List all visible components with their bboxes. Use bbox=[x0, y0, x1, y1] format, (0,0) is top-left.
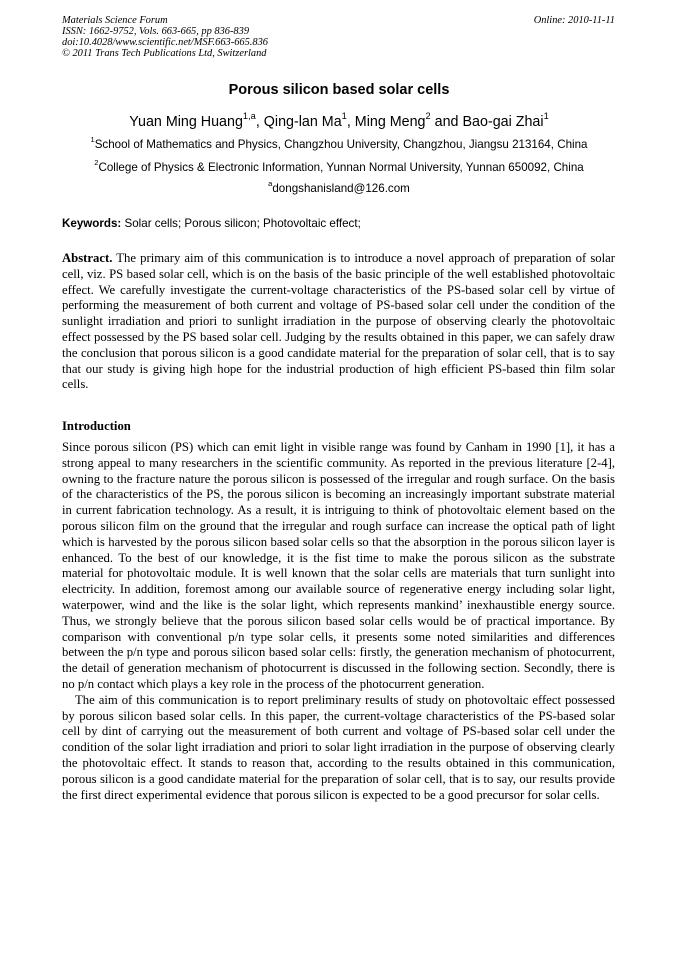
author-list bbox=[0, 111, 678, 130]
doi-line: doi:10.4028/www.scientific.net/MSF.663-665.836 bbox=[62, 37, 268, 48]
author-name: Ming Meng bbox=[354, 114, 426, 130]
copyright-line: © 2011 Trans Tech Publications Ltd, Switzerland bbox=[62, 48, 267, 59]
affiliation-2 bbox=[0, 158, 678, 174]
issn-line: ISSN: 1662-9752, Vols. 663-665, pp 836-839 bbox=[62, 26, 250, 37]
journal-name: Materials Science Forum bbox=[62, 15, 168, 26]
email-text: dongshanisland@126.com bbox=[272, 182, 410, 195]
abstract-paragraph bbox=[62, 251, 615, 393]
affiliation-text: College of Physics & Electronic Information, Yunnan Normal University, Yunnan 650092, China bbox=[98, 161, 584, 174]
section-heading-introduction: Introduction bbox=[62, 419, 131, 433]
affiliation-mark: 1 bbox=[90, 135, 95, 145]
introduction-body bbox=[62, 440, 615, 803]
author-affiliation-mark: 1 bbox=[341, 111, 347, 122]
abstract-text: The primary aim of this communication is to introduce a novel approach of preparation of solar cell, viz. PS based solar cell, which is on the basis of the basic principle of the well established photovoltaic effect. We carefully investigate the current-voltage characteristics of the PS-based solar cell by virtue of performing the measurement of both current and voltage of PS-based solar cell under the condition of the sunlight irradiation and priori to sunlight irradiation in the purpose of observing clearly the photovoltaic effect possessed by the PS based solar cell. Judging by the results obtained in this paper, we can safely draw the conclusion that porous silicon is a good candidate material for the preparation of solar cell, that is to say that our study is giving high hope for the industrial production of high efficient PS-based thin film solar cells. bbox=[62, 251, 615, 392]
author-name: Bao-gai Zhai bbox=[462, 114, 544, 130]
author-affiliation-mark: 1,a bbox=[242, 111, 256, 122]
journal-header bbox=[62, 15, 615, 59]
keywords-label: Keywords: bbox=[62, 217, 122, 230]
author-name: Yuan Ming Huang bbox=[129, 114, 243, 130]
paper-title: Porous silicon based solar cells bbox=[228, 82, 450, 98]
online-date: Online: 2010-11-11 bbox=[533, 15, 615, 26]
author-affiliation-mark: 2 bbox=[425, 111, 431, 122]
affiliation-text: School of Mathematics and Physics, Changzhou University, Changzhou, Jiangsu 213164, China bbox=[94, 138, 588, 151]
author-separator: , bbox=[255, 114, 264, 130]
intro-paragraph: Since porous silicon (PS) which can emit light in visible range was found by Canham in 1990 [1], it has a strong appeal to many researchers in the scientific community. As reported in the previous literature [2-4], owning to the fracture nature the porous silicon is possessed of the irregular and rough surface. On the basis of the characteristics of the PS, the porous silicon is becoming an increasingly important substrate material in current fabrication technology. As a result, it is intriguing to think of photovoltaic element based on the porous silicon film on the ground that the irregular and rough surface can increase the optical path of light which is harvested by the porous silicon based solar cells so that the absorption in the porous silicon layer is enhanced. To the best of our knowledge, it is the fist time to make the porous silicon as the substrate material for photovoltaic module. It is well known that the solar cells are materials that turn sunlight into electricity. In addition, foremost among our available source of regenerative energy including solar light, waterpower, wind and the like is the solar light, which represents mankind’ inexhaustible energy source. Thus, we strongly believe that the porous silicon based solar cells would be of practical importance. By comparison with conventional p/n type solar cells, it presents some noted similarities and differences between the p/n type and porous silicon based solar cells: firstly, the generation mechanism of photocurrent, the detail of generation mechanism of photocurrent is discussed in the following section. Secondly, there is no p/n contact which plays a key role in the process of the photocurrent generation. bbox=[62, 440, 615, 691]
affiliation-mark: a bbox=[268, 179, 273, 189]
affiliation-1 bbox=[0, 135, 678, 151]
author-separator: , bbox=[346, 114, 355, 130]
author-email bbox=[0, 179, 678, 195]
author-affiliation-mark: 1 bbox=[543, 111, 549, 122]
author-separator: and bbox=[430, 114, 463, 130]
keywords-line bbox=[62, 217, 615, 230]
author-name: Qing-lan Ma bbox=[263, 114, 342, 130]
affiliation-mark: 2 bbox=[94, 158, 99, 168]
citation-block bbox=[62, 15, 615, 59]
abstract-label: Abstract. bbox=[62, 251, 113, 265]
keywords-text: Solar cells; Porous silicon; Photovoltaic effect; bbox=[121, 217, 361, 230]
intro-paragraph: The aim of this communication is to report preliminary results of study on photovoltaic effect possessed by porous silicon based solar cells. In this paper, the current-voltage characteristics of the PS-based solar cell by dint of carrying out the measurement of both current and voltage of PS-based solar cell under the condition of the solar light irradiation and priori to solar light irradiation in the purpose of observing clearly the photovoltaic effect. It stands to reason that, according to the results obtained in this communication, porous silicon is a good candidate material for the preparation of solar cell, that is to say, our results provide the first direct experimental evidence that porous silicon is expected to be a good precursor for solar cells. bbox=[62, 692, 615, 802]
